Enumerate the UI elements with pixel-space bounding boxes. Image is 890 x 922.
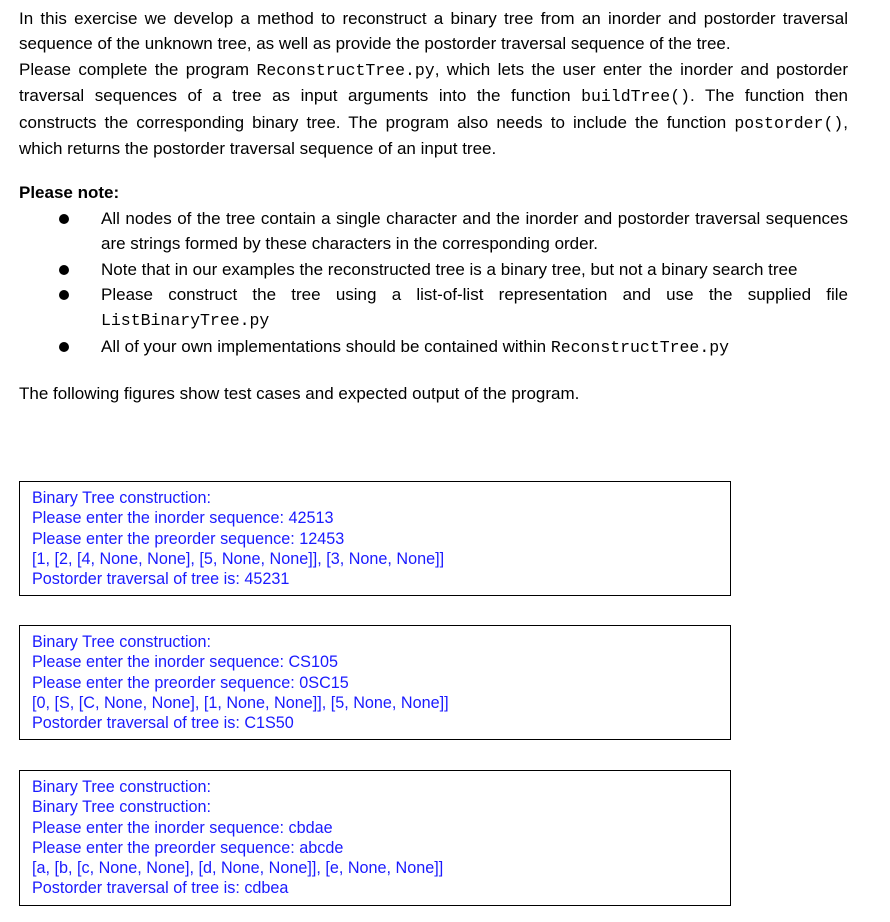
function-postorder: postorder() [734,113,844,133]
console-line: Binary Tree construction: [32,798,212,817]
console-line: Binary Tree construction: [32,778,212,796]
console-line: Please enter the inorder sequence: CS105 [32,653,338,672]
console-line: Postorder traversal of tree is: C1S50 [32,714,294,733]
intro-text-a: Please complete the program [19,59,257,79]
note-text: All of your own implementations should be contained within [101,336,551,356]
intro-text-b: , which lets the user enter the inorder and postorder traversal sequences of a tree as input arguments into the function [19,59,848,106]
note-item [19,282,848,334]
figures-caption: The following figures show test cases and expected output of the program. [19,384,580,404]
console-line: Please enter the inorder sequence: cbdae [32,818,333,837]
console-line: Postorder traversal of tree is: cdbea [32,879,289,898]
test-case-box-3 [19,770,731,906]
bullet-icon [59,214,69,224]
test-case-box-1 [19,481,731,596]
console-line: [1, [2, [4, None, None], [5, None, None]], [3, None, None]] [32,549,445,568]
console-line: [0, [S, [C, None, None], [1, None, None]], [5, None, None]] [32,693,449,712]
function-buildtree: buildTree() [581,87,691,107]
console-line: Postorder traversal of tree is: 45231 [32,570,290,589]
console-line: Please enter the preorder sequence: 12453 [32,529,345,548]
note-text: Please construct the tree using a list-of-list representation and use the supplied file [101,285,848,305]
note-item [19,257,848,282]
filename-listbinarytree: ListBinaryTree.py [101,311,270,331]
bullet-icon [59,265,69,275]
test-case-box-2 [19,625,731,740]
bullet-icon [59,290,69,300]
intro-paragraph-1: In this exercise we develop a method to reconstruct a binary tree from an inorder and postorder traversal sequence of the unknown tree, as well as provide the postorder traversal sequence of the tree. [19,9,848,54]
note-item [19,334,848,360]
notes-heading: Please note: [19,183,120,203]
console-line: Binary Tree construction: [32,489,212,507]
document-body [19,6,848,407]
console-line: Please enter the preorder sequence: abcde [32,838,344,857]
notes-list [19,206,848,360]
intro-text-c: . The function then constructs the corresponding binary tree. The program also needs to include the function [19,86,848,132]
bullet-icon [59,342,69,352]
filename-reconstruct: ReconstructTree.py [550,337,730,357]
filename-reconstruct: ReconstructTree.py [256,60,435,80]
intro-paragraph-2 [19,57,848,162]
note-text: Note that in our examples the reconstructed tree is a binary tree, but not a binary search tree [101,259,798,279]
console-line: Please enter the preorder sequence: 0SC15 [32,673,349,692]
note-text: All nodes of the tree contain a single character and the inorder and postorder traversal sequences are strings formed by these characters in the corresponding order. [101,208,848,254]
console-line: Please enter the inorder sequence: 42513 [32,509,334,528]
intro-text-d: , which returns the postorder traversal sequence of an input tree. [19,112,848,159]
console-line: Binary Tree construction: [32,633,212,651]
console-line: [a, [b, [c, None, None], [d, None, None]], [e, None, None]] [32,859,444,878]
note-item [19,206,848,257]
